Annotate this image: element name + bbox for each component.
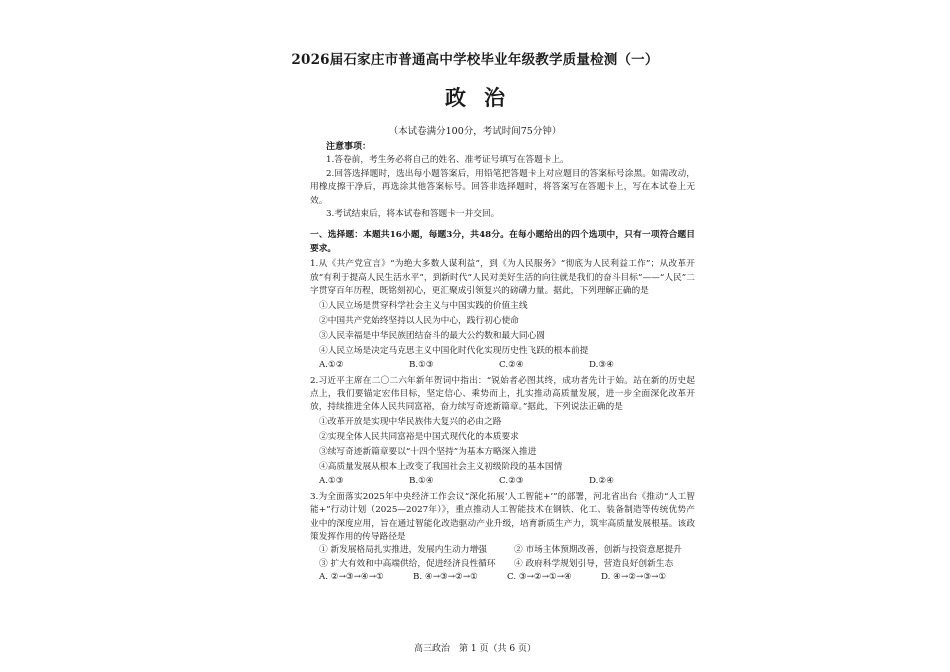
answer-choice: C.②③	[499, 476, 524, 487]
answer-choice: D.②④	[589, 476, 614, 487]
question-option: ②中国共产党始终坚持以人民为中心，践行初心使命	[319, 315, 519, 326]
question-stem: 2.习近平主席在二〇二六年新年贺词中指出：“锐始者必图其终，成功者先计于始。站在新的历史起点上，我们要锚定宏伟目标，坚定信心、乘势而上，扎实推动高质量发展，进一步全面深化改革开放，持续推进全体人民共同富裕，奋力续写奇迹新篇章。”据此，下列说法正确的是	[310, 375, 695, 413]
question-option: ③ 扩大有效和中高端供给，促进经济良性循环	[319, 558, 496, 569]
question-option: ①改革开放是实现中华民族伟大复兴的必由之路	[319, 417, 502, 428]
notice-heading: 注意事项：	[326, 142, 372, 152]
question-option: ② 市场主体预期改善，创新与投资意愿提升	[514, 545, 682, 556]
question-option: ①人民立场是贯穿科学社会主义与中国实践的价值主线	[319, 300, 528, 311]
answer-choices	[310, 571, 695, 584]
answer-choice: A. ②→③→④→①	[319, 572, 384, 583]
score-note: （本试卷满分100分，考试时间75分钟）	[388, 126, 562, 137]
question-option: ②实现全体人民共同富裕是中国式现代化的本质要求	[319, 432, 519, 443]
answer-choice: D.③④	[589, 360, 614, 371]
notice-item: 3.考试结束后，将本试卷和答题卡一并交回。	[326, 209, 500, 220]
question-option: ③人民幸福是中华民族团结奋斗的最大公约数和最大同心圆	[319, 330, 545, 341]
question-option: ① 新发展格局扎实推进，发展内生动力增强	[319, 545, 487, 556]
answer-choices	[310, 475, 695, 488]
question-3	[310, 491, 695, 585]
exam-title: 2026届石家庄市普通高中学校毕业年级教学质量检测（一）	[291, 52, 659, 68]
answer-choice: B.①③	[409, 360, 434, 371]
section-heading: 一、选择题：本题共16小题，每题3分，共48分。在每小题给出的四个选项中，只有一项符合题目要求。	[310, 230, 695, 254]
question-option: ③续写奇迹新篇章要以“十四个坚持”为基本方略深入推进	[319, 447, 537, 458]
question-stem: 1.从《共产党宣言》“为绝大多数人谋利益”，到《为人民服务》“彻底为人民利益工作”；从改革开放“有利于提高人民生活水平”，到新时代“人民对美好生活的向往就是我们的奋斗目标”——“人民”二字贯穿百年历程，既铭刻初心，更汇聚成引领复兴的磅礴力量。据此，下列理解正确的是	[310, 259, 695, 297]
question-2	[310, 375, 695, 489]
subject-title: 政治	[445, 85, 523, 110]
question-option: ④高质量发展从根本上改变了我国社会主义初级阶段的基本国情	[319, 461, 563, 472]
answer-choice: C. ③→②→①→④	[507, 572, 572, 583]
notice-item: 2.回答选择题时，选出每小题答案后，用铅笔把答题卡上对应题目的答案标号涂黑。如需改动，用橡皮擦干净后，再选涂其他答案标号。回答非选择题时，将答案写在答题卡上，写在本试卷上无效。	[310, 168, 695, 206]
answer-choice: B. ④→③→②→①	[413, 572, 478, 583]
question-stem: 3.为全面落实2025年中央经济工作会议“深化拓展‘人工智能+’”的部署，河北省出台《推动“人工智能+”行动计划（2025—2027年）》，重点推动人工智能技术在钢铁、化工、装备制造等传统优势产业中的深度应用，旨在通过智能化改造驱动产业升级，培育新质生产力，筑牢高质量发展根基。该政策发挥作用的传导路径是	[310, 491, 695, 542]
answer-choices	[310, 359, 695, 372]
question-1	[310, 258, 695, 372]
question-option: ④人民立场是决定马克思主义中国化时代化实现历史性飞跃的根本前提	[319, 345, 589, 356]
answer-choice: B.①④	[409, 476, 434, 487]
answer-choice: A.①③	[319, 476, 344, 487]
question-options-grid	[310, 544, 695, 571]
notice-item: 1.答卷前，考生务必将自己的姓名、准考证号填写在答题卡上。	[326, 155, 569, 166]
answer-choice: D. ④→②→③→①	[601, 572, 667, 583]
answer-choice: C.②④	[499, 360, 524, 371]
question-option: ④ 政府科学规划引导，营造良好创新生态	[514, 558, 674, 569]
exam-body	[310, 141, 695, 585]
notice-block	[310, 141, 695, 221]
answer-choice: A.①②	[319, 360, 344, 371]
page-footer: 高三政治 第 1 页（共 6 页）	[414, 644, 536, 654]
